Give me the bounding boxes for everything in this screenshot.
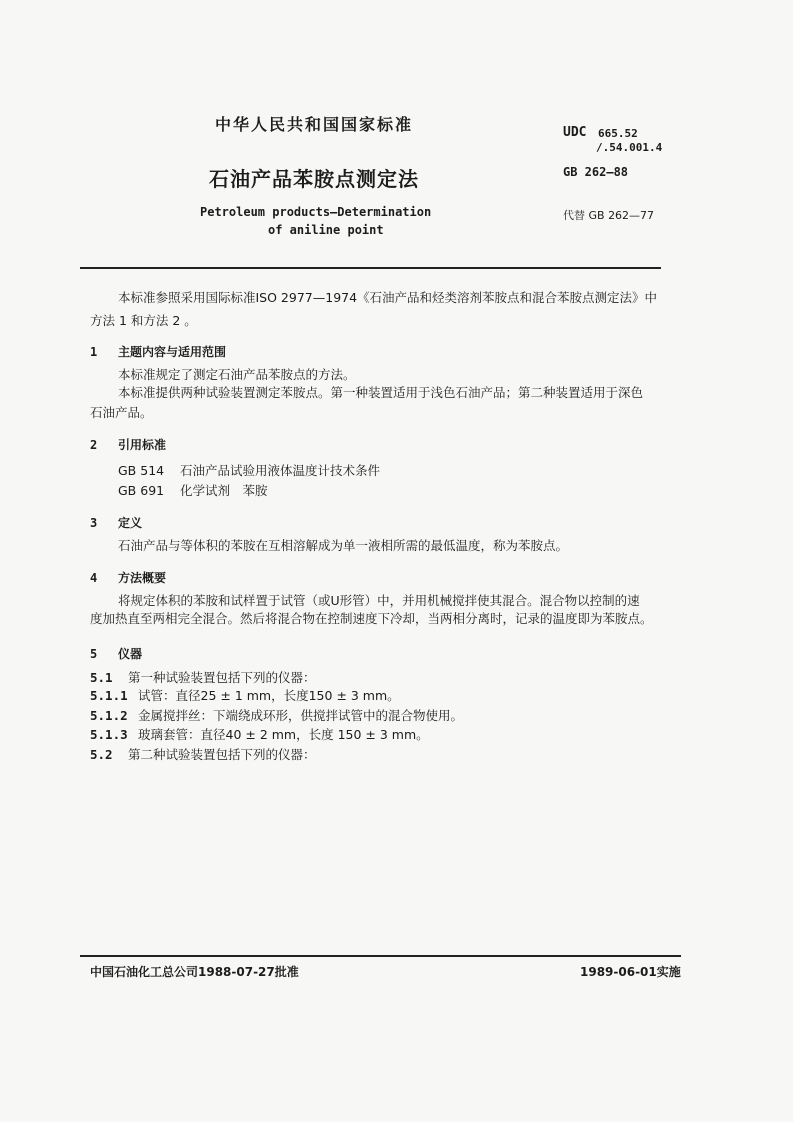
reference-title: 石油产品试验用液体温度计技术条件	[180, 463, 381, 478]
clause-item	[90, 686, 400, 706]
intro-line-1: 本标准参照采用国际标准ISO 2977—1974《石油产品和烃类溶剂苯胺点和混合苯胺点测定法》中	[118, 290, 658, 305]
effective-date: 1989-06-01实施	[580, 965, 681, 979]
clause-text: 第二种试验装置包括下列的仪器：	[128, 747, 316, 762]
section-1-paragraph-2-line-1: 本标准提供两种试验装置测定苯胺点。第一种装置适用于浅色石油产品；第二种装置适用于深色	[118, 385, 644, 400]
gb-code: GB 262—88	[563, 165, 629, 179]
section-number: 5	[90, 647, 98, 661]
clause-number: 5.1.3	[90, 727, 128, 742]
intro-line-2: 方法 1 和方法 2 。	[90, 313, 197, 328]
document-title-en-line-1: Petroleum products—Determination	[200, 205, 432, 219]
section-3-heading	[90, 514, 142, 531]
reference-code: GB 691	[118, 483, 165, 498]
clause-item	[90, 706, 463, 726]
reference-item	[118, 481, 268, 501]
section-title: 仪器	[118, 647, 143, 661]
section-1-heading	[90, 343, 226, 360]
section-4-heading	[90, 569, 166, 586]
section-title: 方法概要	[118, 571, 167, 585]
section-title: 定义	[118, 516, 143, 530]
clause-item	[90, 725, 429, 745]
clause-text: 金属搅拌丝：下端绕成环形，供搅拌试管中的混合物使用。	[138, 708, 464, 723]
section-1-paragraph-2-line-2: 石油产品。	[90, 405, 153, 420]
footer-divider	[80, 955, 681, 957]
reference-title: 化学试剂 苯胺	[180, 483, 268, 498]
udc-line-2: /.54.001.4	[596, 141, 663, 154]
clause-number: 5.1.2	[90, 708, 128, 723]
clause-text: 试管：直径25 ± 1 mm，长度150 ± 3 mm。	[138, 688, 400, 703]
clause-number: 5.1.1	[90, 688, 128, 703]
section-number: 2	[90, 438, 98, 452]
clause-number: 5.1	[90, 670, 113, 685]
header-divider	[80, 267, 661, 269]
reference-item	[118, 461, 380, 481]
document-title-cn: 石油产品苯胺点测定法	[209, 167, 419, 191]
clause-text: 第一种试验装置包括下列的仪器：	[128, 670, 316, 685]
clause-text: 玻璃套管：直径40 ± 2 mm，长度 150 ± 3 mm。	[138, 727, 429, 742]
section-number: 4	[90, 571, 98, 585]
reference-code: GB 514	[118, 463, 165, 478]
section-title: 引用标准	[118, 438, 167, 452]
section-number: 3	[90, 516, 98, 530]
clause-number: 5.2	[90, 747, 113, 762]
document-title-en-line-2: of aniline point	[268, 223, 384, 237]
approval-date: 中国石油化工总公司1988-07-27批准	[90, 965, 299, 979]
udc-label: UDC	[563, 125, 587, 140]
section-3-paragraph: 石油产品与等体积的苯胺在互相溶解成为单一液相所需的最低温度，称为苯胺点。	[118, 538, 569, 553]
udc-line-1: 665.52	[598, 127, 638, 140]
clause-item	[90, 668, 316, 688]
section-5-heading	[90, 645, 142, 662]
section-4-line-1: 将规定体积的苯胺和试样置于试管（或U形管）中，并用机械搅拌使其混合。混合物以控制的速	[118, 593, 640, 608]
section-title: 主题内容与适用范围	[118, 345, 227, 359]
section-2-heading	[90, 436, 166, 453]
national-standard-heading: 中华人民共和国国家标准	[215, 115, 414, 134]
section-1-paragraph-1: 本标准规定了测定石油产品苯胺点的方法。	[118, 367, 356, 382]
section-4-line-2: 度加热直至两相完全混合。然后将混合物在控制速度下冷却，当两相分离时，记录的温度即为苯胺点。	[90, 611, 653, 626]
clause-item	[90, 745, 316, 765]
section-number: 1	[90, 345, 98, 359]
replaces-standard: 代替 GB 262—77	[563, 209, 655, 222]
